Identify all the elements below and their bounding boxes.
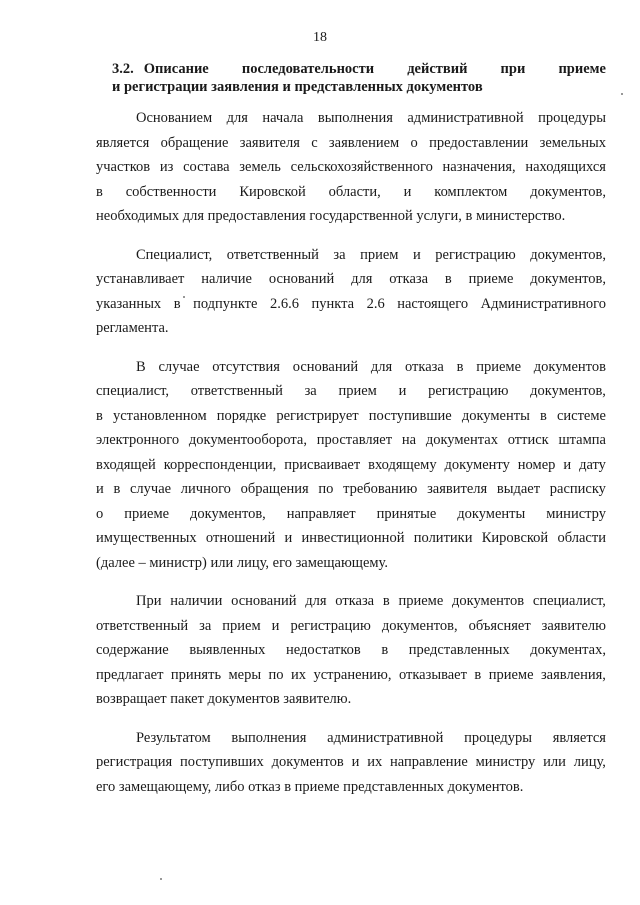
word: имущественных bbox=[96, 530, 197, 546]
word: за bbox=[199, 617, 212, 634]
word: в bbox=[474, 666, 482, 683]
word: регистрацию bbox=[435, 246, 516, 263]
word: документов bbox=[533, 358, 606, 375]
word: политики bbox=[413, 530, 473, 546]
heading-word: при bbox=[500, 61, 526, 77]
text-line bbox=[96, 292, 606, 317]
word: в bbox=[173, 295, 181, 312]
word: их bbox=[367, 754, 383, 770]
word: выявленных bbox=[189, 642, 266, 658]
section-heading-line-2: и регистрации заявления и представленных документов bbox=[112, 79, 483, 95]
word: приеме bbox=[398, 593, 444, 609]
word: наличие bbox=[201, 271, 252, 287]
word: документов, bbox=[530, 271, 606, 287]
paragraph bbox=[96, 243, 606, 341]
word: и bbox=[563, 456, 572, 473]
word: оснований bbox=[231, 593, 297, 609]
word: наличии bbox=[170, 593, 223, 609]
word: документах bbox=[425, 432, 498, 448]
word: за bbox=[333, 246, 346, 263]
word: ответственный bbox=[96, 617, 189, 634]
word: является bbox=[552, 729, 606, 746]
word: установленном bbox=[113, 407, 207, 424]
word: Кировской bbox=[481, 530, 549, 546]
word: инвестиционной bbox=[301, 530, 405, 546]
word: документов, bbox=[190, 505, 266, 522]
word: в bbox=[444, 271, 452, 287]
word: расписку bbox=[549, 481, 606, 497]
word: документооборота, bbox=[188, 432, 307, 448]
word: корреспонденции, bbox=[163, 456, 277, 473]
text-line bbox=[96, 180, 606, 205]
heading-word: приеме bbox=[558, 61, 606, 77]
word: недостатков bbox=[286, 642, 361, 658]
word: Административного bbox=[480, 295, 606, 312]
word: документу bbox=[444, 456, 510, 473]
word: и bbox=[413, 246, 421, 263]
text-line bbox=[96, 131, 606, 156]
word: присваивает bbox=[284, 456, 361, 473]
word: или bbox=[543, 754, 566, 770]
scan-speck bbox=[183, 296, 185, 298]
word: и bbox=[351, 754, 360, 770]
body-text bbox=[96, 106, 606, 813]
text-line bbox=[96, 526, 606, 551]
word: специалист, bbox=[532, 593, 606, 609]
word: выполнения bbox=[231, 729, 307, 746]
word: принять bbox=[170, 666, 222, 683]
word: 2.6 bbox=[366, 295, 385, 312]
word: Результатом bbox=[136, 729, 211, 746]
word: процедуры bbox=[464, 729, 532, 746]
text-line: регламента. bbox=[96, 320, 169, 336]
word: приеме bbox=[468, 271, 514, 287]
word: в bbox=[96, 183, 103, 200]
word: в bbox=[113, 481, 121, 497]
text-line bbox=[96, 477, 606, 502]
word: заявителя bbox=[427, 481, 488, 497]
word: отказа bbox=[335, 593, 375, 609]
word: проставляет bbox=[316, 432, 393, 448]
word: пункта bbox=[311, 295, 355, 312]
word: собственности bbox=[125, 183, 217, 200]
word: направляет bbox=[286, 505, 356, 522]
word: их bbox=[291, 666, 307, 683]
word: административной bbox=[327, 729, 444, 746]
word: отказывает bbox=[398, 666, 467, 683]
word: оснований bbox=[268, 271, 335, 287]
word: с bbox=[311, 134, 318, 151]
word: отношений bbox=[205, 530, 276, 546]
heading-word: последовательности bbox=[241, 61, 375, 77]
word: в bbox=[539, 407, 547, 424]
word: обращение bbox=[160, 134, 229, 151]
word: административной bbox=[407, 110, 524, 126]
word: порядке bbox=[216, 407, 267, 424]
text-line: необходимых для предоставления государственной услуги, в министерство. bbox=[96, 208, 566, 224]
word: комплектом bbox=[434, 183, 508, 200]
paragraph bbox=[96, 726, 606, 800]
word: меры bbox=[228, 666, 262, 683]
word: в bbox=[96, 407, 103, 424]
word: министру bbox=[546, 505, 606, 522]
word: устанавливает bbox=[96, 271, 185, 287]
heading-word: действий bbox=[407, 61, 468, 77]
word: ответственный bbox=[190, 383, 283, 399]
scan-speck bbox=[621, 93, 623, 95]
word: прием bbox=[338, 383, 377, 399]
word: для bbox=[305, 593, 327, 609]
word: штампа bbox=[558, 432, 606, 448]
word: заявления, bbox=[540, 666, 606, 683]
word: При bbox=[136, 593, 162, 609]
word: входящему bbox=[368, 456, 437, 473]
word: отсутствия bbox=[212, 358, 280, 375]
word: отказа bbox=[404, 358, 444, 375]
text-line bbox=[96, 750, 606, 775]
paragraph bbox=[96, 106, 606, 229]
word: лицу, bbox=[573, 754, 606, 770]
scan-speck bbox=[160, 878, 162, 880]
word: ответственный bbox=[226, 246, 319, 263]
word: назначения, bbox=[442, 159, 516, 175]
section-number: 3.2. bbox=[112, 61, 134, 77]
word: выдает bbox=[496, 481, 541, 497]
word: процедуры bbox=[538, 110, 606, 126]
word: заявителю bbox=[541, 617, 606, 634]
word: в bbox=[381, 642, 389, 658]
text-line: (далее – министр) или лицу, его замещающему. bbox=[96, 554, 388, 571]
text-line bbox=[96, 155, 606, 180]
word: поступивших bbox=[180, 754, 264, 770]
word: для bbox=[370, 358, 393, 375]
word: по bbox=[318, 481, 334, 497]
heading-word: Описание bbox=[143, 61, 209, 77]
word: состава bbox=[183, 159, 230, 175]
word: и bbox=[403, 183, 412, 200]
word: оснований bbox=[292, 358, 359, 375]
word: Кировской bbox=[239, 183, 306, 200]
word: документов bbox=[271, 754, 344, 770]
word: для bbox=[226, 110, 248, 126]
word: министру bbox=[475, 754, 536, 770]
word: 2.6.6 bbox=[269, 295, 299, 312]
text-line bbox=[96, 428, 606, 453]
text-line bbox=[96, 106, 606, 131]
word: случае bbox=[130, 481, 172, 497]
word: регистрация bbox=[96, 754, 173, 770]
word: указанных bbox=[96, 295, 162, 312]
word: документов bbox=[452, 593, 525, 609]
word: подпункте bbox=[193, 295, 258, 312]
word: предлагает bbox=[96, 666, 164, 683]
word: содержание bbox=[96, 642, 169, 658]
word: регистрирует bbox=[276, 407, 359, 424]
word: находящихся bbox=[525, 159, 606, 175]
text-line bbox=[96, 379, 606, 404]
word: земельных bbox=[539, 134, 606, 151]
word: предоставлении bbox=[429, 134, 529, 151]
word: дату bbox=[579, 456, 606, 473]
word: направление bbox=[390, 754, 468, 770]
word: прием bbox=[360, 246, 399, 263]
word: и bbox=[284, 530, 293, 546]
text-line bbox=[96, 638, 606, 663]
word: Основанием bbox=[136, 110, 213, 126]
word: настоящего bbox=[397, 295, 469, 312]
text-line bbox=[96, 243, 606, 268]
text-line: его замещающему, либо отказ в приеме представленных документов. bbox=[96, 778, 524, 795]
word: приеме bbox=[124, 505, 170, 522]
word: отказа bbox=[389, 271, 429, 287]
word: документы bbox=[457, 505, 526, 522]
word: на bbox=[401, 432, 417, 448]
section-heading-number bbox=[112, 60, 209, 78]
word: и bbox=[398, 383, 407, 399]
word: выполнения bbox=[317, 110, 393, 126]
word: приеме bbox=[488, 666, 534, 683]
word: из bbox=[159, 159, 174, 175]
word: случае bbox=[158, 358, 200, 375]
word: обращения bbox=[240, 481, 309, 497]
page-number: 18 bbox=[313, 30, 327, 45]
word: Специалист, bbox=[136, 246, 213, 263]
word: и bbox=[271, 617, 280, 634]
text-line bbox=[96, 453, 606, 478]
word: области bbox=[557, 530, 606, 546]
word: представленных bbox=[408, 642, 510, 658]
word: области, bbox=[328, 183, 381, 200]
word: В bbox=[136, 358, 146, 375]
word: о bbox=[410, 134, 418, 151]
word: документов, bbox=[530, 383, 606, 399]
text-line bbox=[96, 404, 606, 429]
word: заявителя bbox=[239, 134, 300, 151]
word: номер bbox=[517, 456, 556, 473]
word: устранению, bbox=[313, 666, 392, 683]
text-line bbox=[96, 589, 606, 614]
word: по bbox=[268, 666, 284, 683]
word: за bbox=[304, 383, 317, 399]
word: системе bbox=[556, 407, 606, 424]
word: для bbox=[351, 271, 373, 287]
paragraph bbox=[96, 355, 606, 576]
word: принятые bbox=[376, 505, 437, 522]
word: оттиск bbox=[507, 432, 549, 448]
word: о bbox=[96, 505, 104, 522]
word: является bbox=[96, 134, 150, 151]
text-line bbox=[96, 614, 606, 639]
word: и bbox=[96, 481, 104, 497]
word: документы bbox=[461, 407, 530, 424]
text-line bbox=[96, 502, 606, 527]
word: объясняет bbox=[468, 617, 531, 634]
word: документов, bbox=[530, 246, 606, 263]
word: требованию bbox=[343, 481, 418, 497]
word: прием bbox=[222, 617, 261, 634]
word: документов, bbox=[381, 617, 458, 634]
section-heading bbox=[112, 60, 606, 96]
text-line: возвращает пакет документов заявителю. bbox=[96, 691, 352, 707]
word: входящей bbox=[96, 456, 156, 473]
text-line bbox=[96, 355, 606, 380]
word: начала bbox=[262, 110, 304, 126]
word: сельскохозяйственного bbox=[290, 159, 433, 175]
text-line bbox=[96, 726, 606, 751]
word: поступившие bbox=[368, 407, 452, 424]
text-line bbox=[96, 663, 606, 688]
word: личного bbox=[180, 481, 231, 497]
word: регистрацию bbox=[428, 383, 509, 399]
word: заявлением bbox=[328, 134, 400, 151]
word: в bbox=[456, 358, 464, 375]
word: документах, bbox=[530, 642, 606, 658]
section-heading-line-1 bbox=[112, 60, 606, 78]
word: регистрацию bbox=[290, 617, 371, 634]
word: земель bbox=[239, 159, 281, 175]
text-line bbox=[96, 267, 606, 292]
word: документов, bbox=[530, 183, 606, 200]
word: специалист, bbox=[96, 383, 170, 399]
word: в bbox=[382, 593, 390, 609]
paragraph bbox=[96, 589, 606, 712]
word: электронного bbox=[96, 432, 180, 448]
word: приеме bbox=[476, 358, 522, 375]
word: участков bbox=[96, 159, 151, 175]
